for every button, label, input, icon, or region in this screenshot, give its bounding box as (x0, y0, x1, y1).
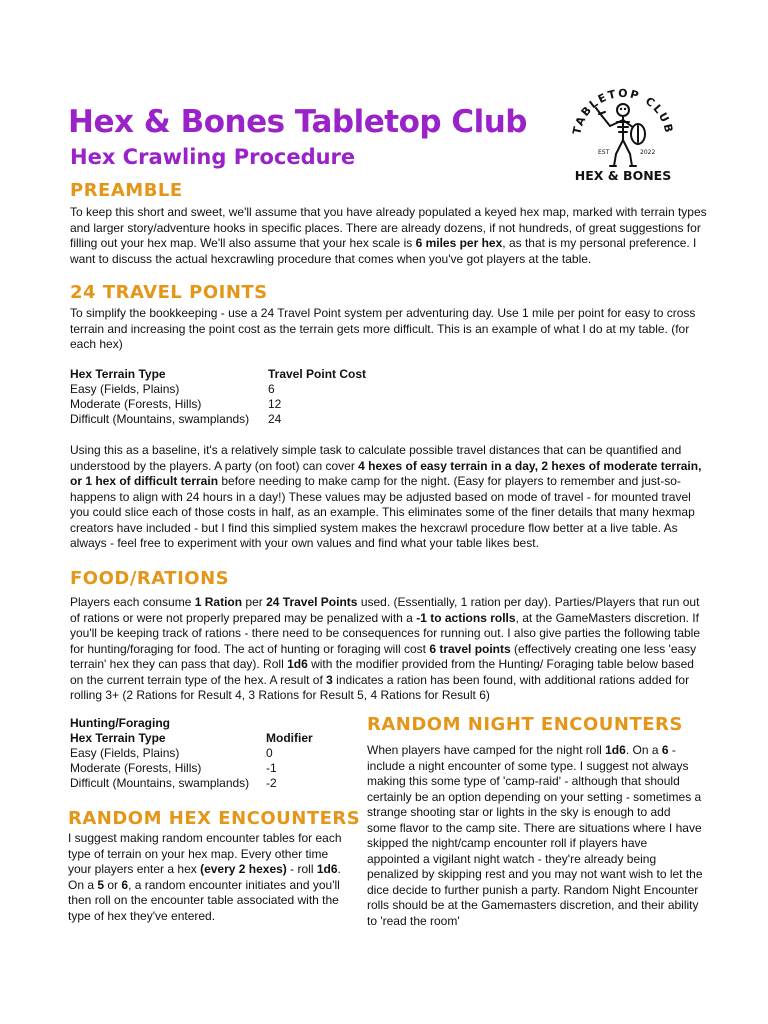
food-rations-paragraph: Players each consume 1 Ration per 24 Travel Points used. (Essentially, 1 ration per day). Parties/Players that run out of rations or were not properly prepared may be penalized with a -1 to actions rolls, at the GameMasters discretion. If you'll be keeping track of rations - there need to be consequences for running out. I also give parties the following table for hunting/foraging for food. The act of hunting or foraging will cost 6 travel points (effectively creating one less 'easy terrain' hex they can pass that day). Roll 1d6 with the modifier provided from the Hunting/ Foraging table below based on the current terrain type of the hex. A result of 3 indicates a ration has been found, with additional rations added for rolling 3+ (2 Rations for Result 4, 3 Rations for Result 5, 4 Rations for Result 6) (70, 595, 701, 702)
table-cell-cost: 6 (268, 382, 275, 396)
table-cell-terrain: Difficult (Mountains, swamplands) (70, 412, 250, 426)
travel-cost-table (70, 367, 390, 427)
club-logo (560, 74, 686, 200)
preamble-heading: PREAMBLE (70, 180, 183, 201)
table-cell-terrain: Easy (Fields, Plains) (70, 382, 180, 396)
table-header-row (70, 731, 350, 746)
hunting-table-caption: Hunting/Foraging (70, 716, 170, 730)
night-encounters-paragraph: When players have camped for the night roll 1d6. On a 6 - include a night encounter of some type. I suggest not always making this some type of 'camp-raid' - although that should certainly be an option depending on your setting - sometimes a strange shooting star or lights in the sky is enough to add some flavor to the camp site. There are situations where I have skipped the night/camp encounter roll if players have appointed a vigilant night watch - they're already being penalized by skipping rest and you may not want wish to let the dice decide to further punish a party. Random Night Encounter rolls should be at the Gamemasters discretion, and their ability to 'read the room' (367, 743, 703, 928)
preamble-paragraph: To keep this short and sweet, we'll assume that you have already populated a keyed hex map, marked with terrain types and larger story/adventure hooks in specific places. There are already dozens, if not hundreds, of great suggestions for filling out your hex map. We'll also assume that your hex scale is 6 miles per hex, as that is my personal preference. I want to discuss the actual hexcrawling procedure that comes when you've got players at the table. (70, 205, 707, 266)
table-cell-modifier: -2 (266, 776, 277, 790)
table-row (70, 382, 390, 397)
travel-points-paragraph: Using this as a baseline, it's a relatively simple task to calculate possible travel distances that can be quantified and understood by the players. A party (on foot) can cover 4 hexes of easy terrain in a day, 2 hexes of moderate terrain, or 1 hex of difficult terrain before needing to make camp for the night. (Easy for players to remember and just-so-happens to align with 24 hours in a day!) These values may be adjusted based on mode of travel - for mounted travel you could slice each of those costs in half, as an example. This eliminates some of the finer details that many hexmap creators have included - but I find this simplied system makes the hexcrawl procedure flow better at a live table. As always - feel free to experiment with your own values and find what your table likes best. (70, 443, 702, 550)
table-header-terrain: Hex Terrain Type (70, 731, 166, 745)
table-cell-terrain: Easy (Fields, Plains) (70, 746, 180, 760)
table-header-cost: Travel Point Cost (268, 367, 367, 381)
logo-year-text: 2022 (640, 149, 656, 156)
hunting-modifier-table (70, 731, 350, 791)
food-rations-heading: FOOD/RATIONS (70, 568, 230, 589)
table-row (70, 776, 350, 791)
table-cell-cost: 12 (268, 397, 282, 411)
page-subtitle: Hex Crawling Procedure (70, 145, 356, 169)
logo-arc-text: TABLETOP CLUB (570, 86, 676, 136)
table-cell-modifier: -1 (266, 761, 277, 775)
page-title: Hex & Bones Tabletop Club (68, 104, 527, 140)
hex-encounters-heading: RANDOM HEX ENCOUNTERS (68, 808, 361, 829)
travel-points-intro: To simplify the bookkeeping - use a 24 Travel Point system per adventuring day. Use 1 mile per point for easy to cross terrain and increasing the point cost as the terrain gets more difficult. This is an example of what I do at my table. (for each hex) (70, 306, 696, 351)
table-row (70, 761, 350, 776)
table-cell-modifier: 0 (266, 746, 273, 760)
logo-name-text: HEX & BONES (574, 168, 672, 183)
hex-encounters-paragraph: I suggest making random encounter tables for each type of terrain on your hex map. Every other time your players enter a hex (every 2 hexes) - roll 1d6. On a 5 or 6, a random encounter initiates and you'll then roll on the encounter table associated with the type of hex they've entered. (68, 831, 342, 923)
night-encounters-heading: RANDOM NIGHT ENCOUNTERS (367, 714, 683, 735)
skeleton-warrior-icon (596, 104, 645, 166)
table-cell-terrain: Moderate (Forests, Hills) (70, 397, 202, 411)
logo-est-text: EST (598, 149, 610, 156)
table-header-terrain: Hex Terrain Type (70, 367, 166, 381)
table-cell-cost: 24 (268, 412, 282, 426)
table-row (70, 397, 390, 412)
table-cell-terrain: Difficult (Mountains, swamplands) (70, 776, 250, 790)
table-header-modifier: Modifier (266, 731, 313, 745)
table-row (70, 746, 350, 761)
travel-points-heading: 24 TRAVEL POINTS (70, 282, 268, 303)
table-row (70, 412, 390, 427)
table-header-row (70, 367, 390, 382)
table-cell-terrain: Moderate (Forests, Hills) (70, 761, 202, 775)
